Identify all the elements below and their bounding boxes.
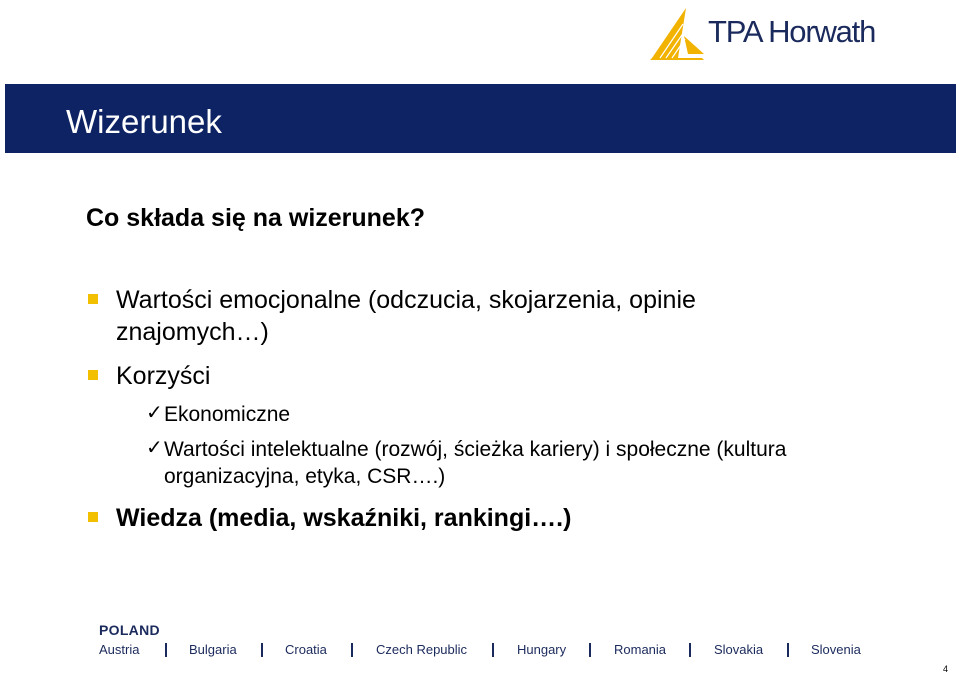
bullet-benefits: Korzyści (116, 362, 211, 390)
footer-separator (492, 643, 494, 657)
footer-country-title: POLAND (99, 622, 160, 638)
slide-title: Wizerunek (66, 103, 222, 140)
bullet-marker (88, 370, 98, 380)
footer-country: Croatia (285, 642, 327, 657)
tpa-horwath-logo-icon (648, 6, 704, 62)
footer-country: Romania (614, 642, 667, 657)
footer-country: Hungary (517, 642, 567, 657)
bullet-marker (88, 512, 98, 522)
footer-separator (351, 643, 353, 657)
bullet-emotional-values-line2: znajomych…) (116, 318, 269, 346)
footer-separator (589, 643, 591, 657)
footer-separator (165, 643, 167, 657)
footer-country: Austria (99, 642, 140, 657)
page-number: 4 (943, 664, 949, 674)
question-heading: Co składa się na wizerunek? (86, 204, 426, 232)
bullet-emotional-values-line1: Wartości emocjonalne (odczucia, skojarzenia, opinie (116, 286, 696, 314)
footer-country: Slovenia (811, 642, 861, 657)
footer-country: Bulgaria (189, 642, 237, 657)
logo-brand-text: TPA Horwath (708, 14, 876, 49)
check-icon: ✓ (146, 437, 163, 459)
check-icon: ✓ (146, 402, 163, 424)
footer-country-list (99, 641, 879, 661)
footer-separator (787, 643, 789, 657)
title-bar (5, 84, 956, 153)
sub-item-intellectual-line1: Wartości intelektualne (rozwój, ścieżka kariery) i społeczne (kultura (164, 438, 787, 461)
sub-item-intellectual-line2: organizacyjna, etyka, CSR….) (164, 465, 446, 488)
footer-separator (261, 643, 263, 657)
footer-country: Czech Republic (376, 642, 468, 657)
tpa-horwath-logo (648, 6, 898, 62)
bullet-marker (88, 294, 98, 304)
footer-separator (689, 643, 691, 657)
sub-item-economic: Ekonomiczne (164, 403, 291, 426)
bullet-knowledge: Wiedza (media, wskaźniki, rankingi….) (116, 504, 572, 532)
footer-country: Slovakia (714, 642, 764, 657)
